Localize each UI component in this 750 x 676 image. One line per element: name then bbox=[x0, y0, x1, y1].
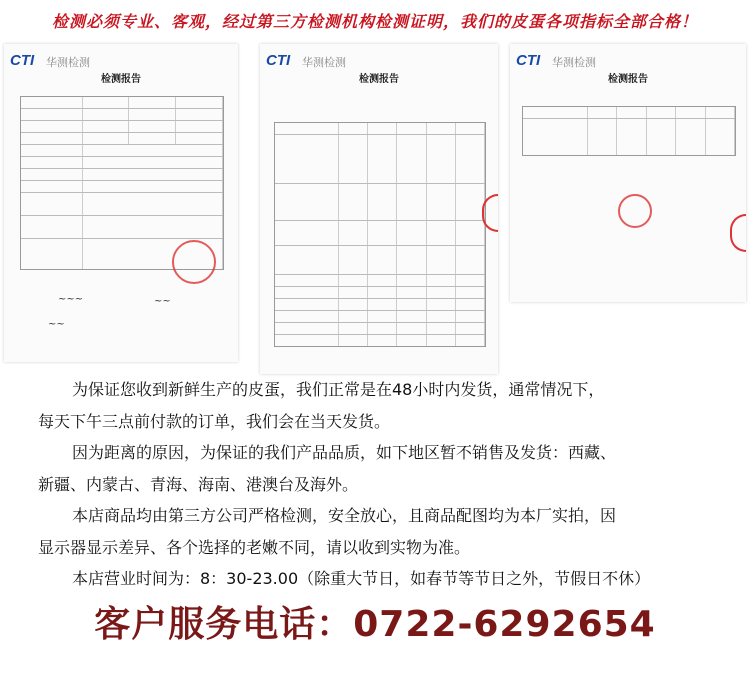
report-table bbox=[522, 106, 736, 156]
report-title: 检测报告 bbox=[359, 74, 399, 85]
logo-chinese: 华测检测 bbox=[46, 56, 90, 69]
logo-chinese: 华测检测 bbox=[552, 56, 596, 69]
report-table bbox=[274, 122, 486, 347]
test-report-image-3 bbox=[510, 44, 746, 302]
report-title: 检测报告 bbox=[608, 74, 648, 85]
cti-logo: CTI bbox=[266, 52, 291, 69]
red-seal-stamp bbox=[618, 194, 652, 228]
report-title: 检测报告 bbox=[101, 74, 141, 85]
red-seal-stamp bbox=[172, 240, 216, 284]
customer-service-hotline: 客户服务电话：0722-6292654 bbox=[94, 604, 656, 645]
test-report-image-1 bbox=[4, 44, 238, 362]
paragraph: 因为距离的原因，为保证的我们产品品质，如下地区暂不销售及发货：西藏、 bbox=[72, 443, 617, 462]
cti-logo: CTI bbox=[10, 52, 35, 69]
signature: ~~~ bbox=[58, 294, 84, 305]
signature: ~~ bbox=[154, 296, 171, 307]
logo-chinese: 华测检测 bbox=[302, 56, 346, 69]
top-banner: 检测必须专业、客观，经过第三方检测机构检测证明，我们的皮蛋各项指标全部合格！ bbox=[51, 12, 698, 31]
paragraph: 本店商品均由第三方公司严格检测，安全放心，且商品配图均为本厂实拍，因 bbox=[72, 506, 617, 525]
test-report-image-2 bbox=[260, 44, 498, 374]
notice-text bbox=[38, 374, 738, 595]
paragraph: 每天下午三点前付款的订单，我们会在当天发货。 bbox=[38, 411, 391, 431]
red-seal-stamp bbox=[730, 214, 746, 252]
paragraph: 为保证您收到新鲜生产的皮蛋，我们正常是在48小时内发货，通常情况下， bbox=[72, 380, 605, 399]
paragraph: 新疆、内蒙古、青海、海南、港澳台及海外。 bbox=[38, 474, 359, 494]
signature: ~~ bbox=[48, 319, 65, 330]
cti-logo: CTI bbox=[516, 52, 541, 69]
paragraph: 显示器显示差异、各个选择的老嫩不同，请以收到实物为准。 bbox=[38, 537, 471, 557]
paragraph: 本店营业时间为：8：30-23.00（除重大节日，如春节等节日之外，节假日不休） bbox=[72, 569, 651, 588]
